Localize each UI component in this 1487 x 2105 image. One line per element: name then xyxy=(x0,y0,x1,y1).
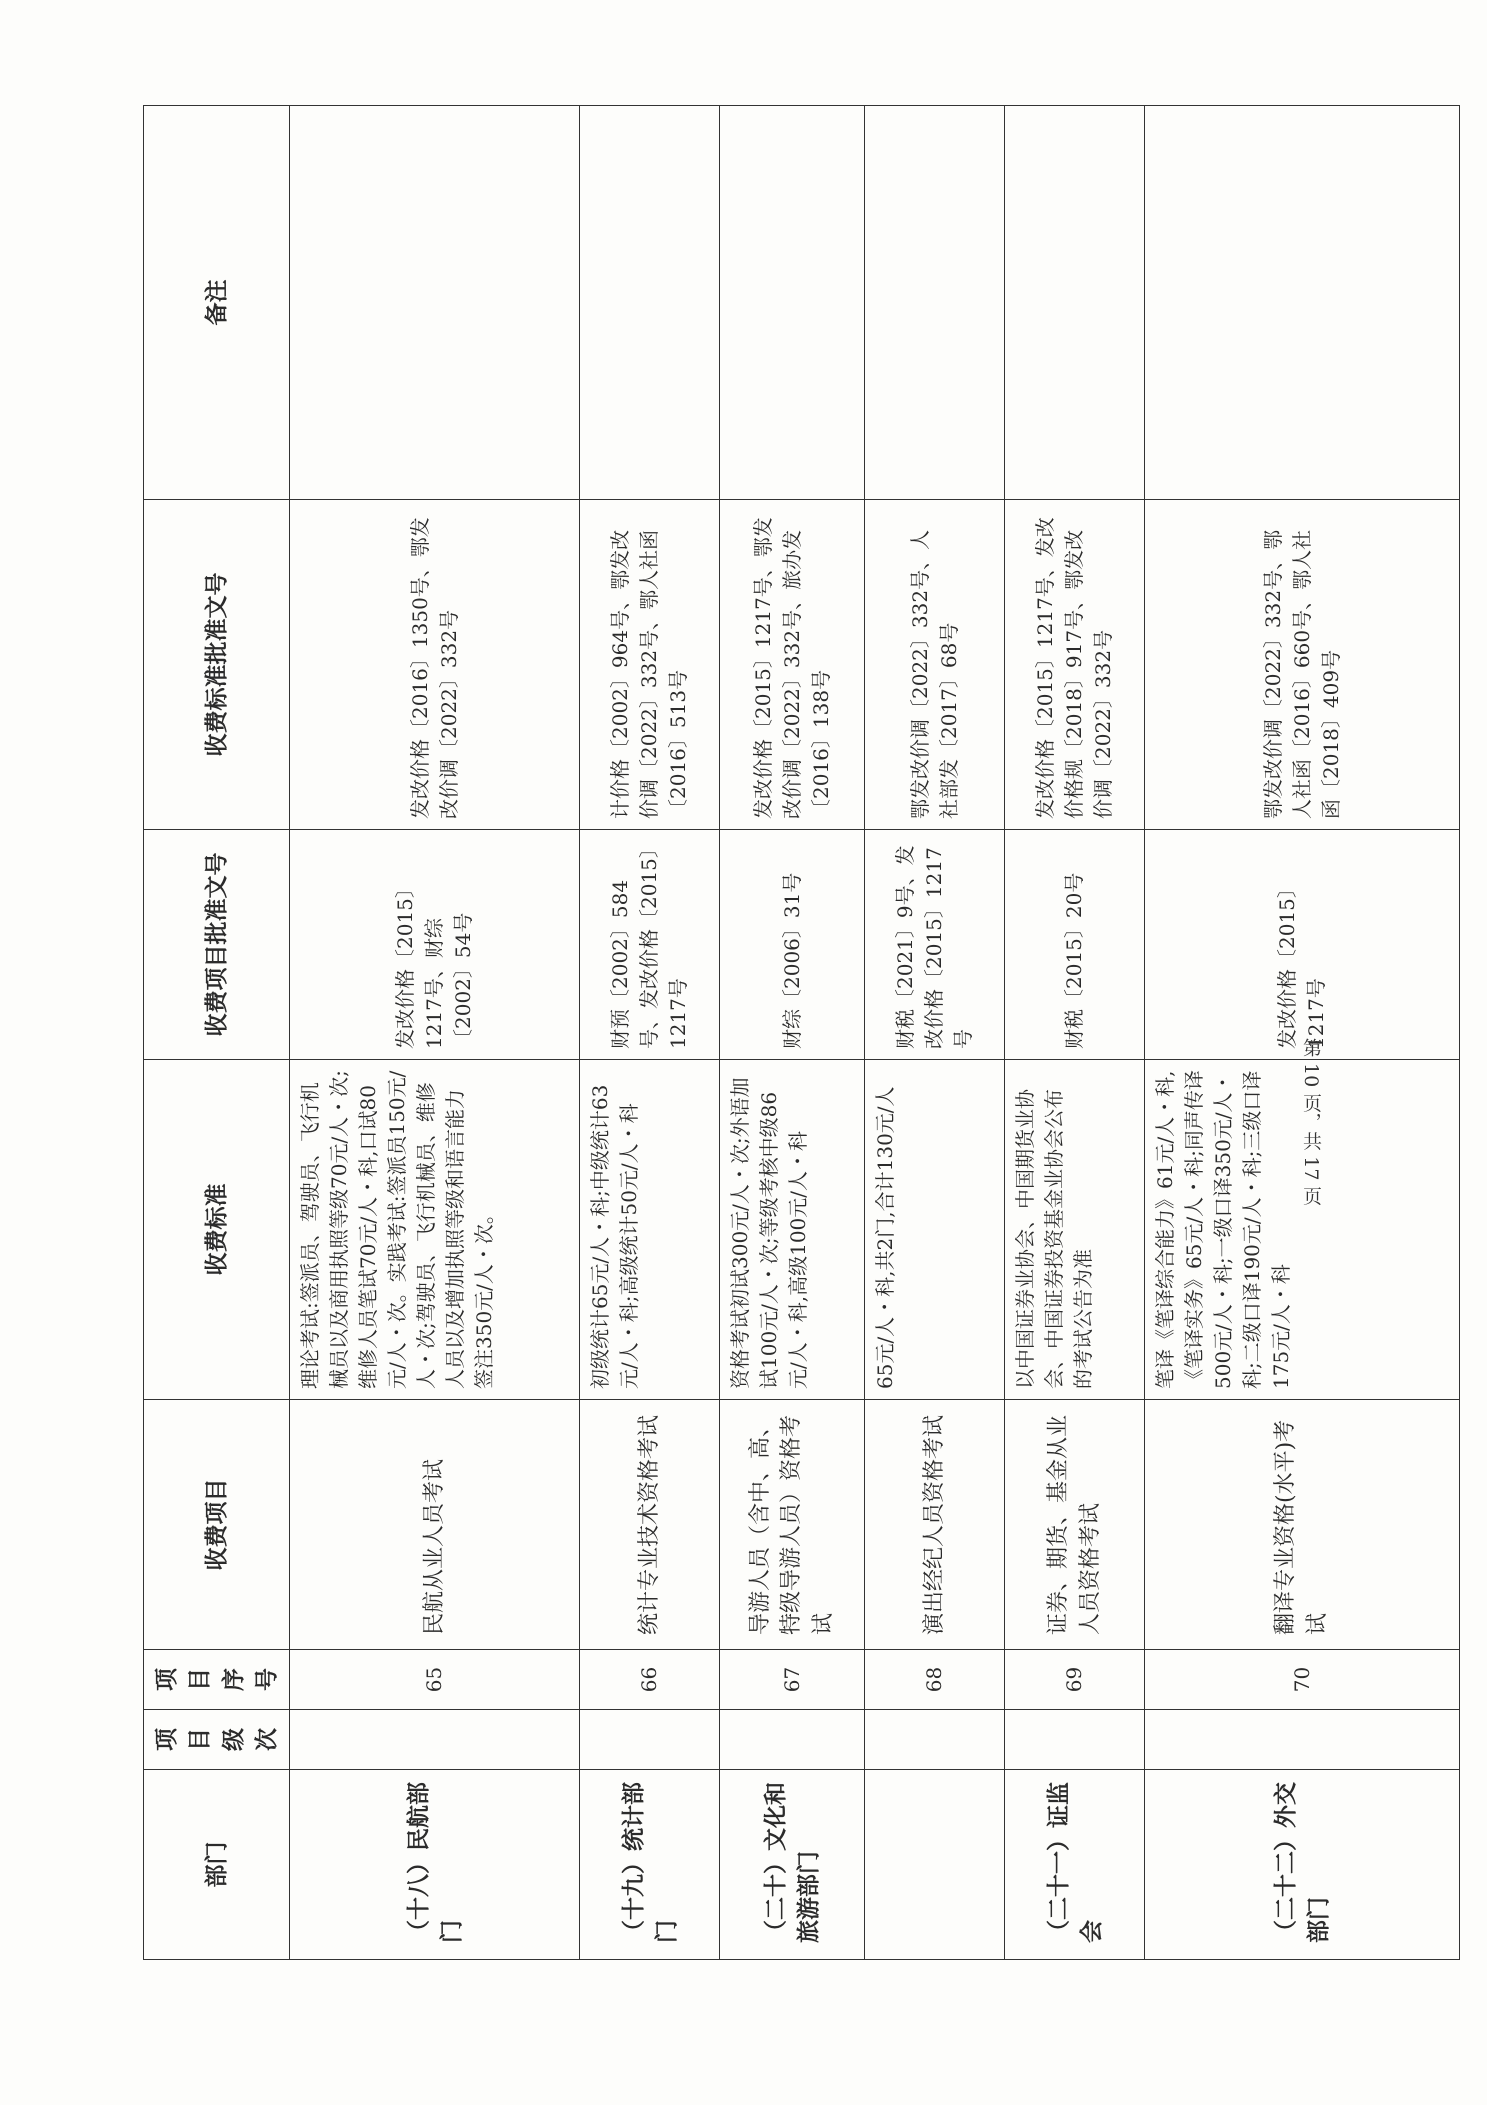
cell-standard-doc: 鄂发改价调〔2022〕332号、人社部发〔2017〕68号 xyxy=(865,500,1005,830)
cell-dept: （二十二）外交部门 xyxy=(1145,1770,1460,1960)
cell-item: 演出经纪人员资格考试 xyxy=(865,1400,1005,1650)
cell-level xyxy=(580,1710,720,1770)
table-row xyxy=(1145,106,1460,1960)
cell-dept: （二十一）证监会 xyxy=(1005,1770,1145,1960)
cell-item: 统计专业技术资格考试 xyxy=(580,1400,720,1650)
cell-standard: 笔译《笔译综合能力》61元/人・科,《笔译实务》65元/人・科;同声传译500元/人・科;一级口译350元/人・科;二级口译190元/人・科;三级口译175元/人・科 xyxy=(1145,1060,1460,1400)
table-row xyxy=(580,106,720,1960)
cell-item-doc: 财综〔2006〕31号 xyxy=(720,830,865,1060)
cell-note xyxy=(580,106,720,500)
cell-dept xyxy=(865,1770,1005,1960)
cell-item: 民航从业人员考试 xyxy=(290,1400,580,1650)
cell-standard: 理论考试:签派员、驾驶员、飞行机械员以及商用执照等级70元/人・次;维修人员笔试70元/人・科,口试80元/人・次。实践考试:签派员150元/人・次;驾驶员、飞行机械员、维修人员以及增加执照等级和语言能力签注350元/人・次。 xyxy=(290,1060,580,1400)
cell-note xyxy=(290,106,580,500)
header-item: 收费项目 xyxy=(144,1400,290,1650)
cell-seq: 70 xyxy=(1145,1650,1460,1710)
table-row xyxy=(290,106,580,1960)
table-row xyxy=(720,106,865,1960)
page-footer: 第 10 页，共 17 页 xyxy=(1300,1038,1322,1206)
cell-seq: 66 xyxy=(580,1650,720,1710)
cell-seq: 69 xyxy=(1005,1650,1145,1710)
header-standard-doc: 收费标准批准文号 xyxy=(144,500,290,830)
cell-note xyxy=(1005,106,1145,500)
cell-item-doc: 发改价格〔2015〕1217号、财综〔2002〕54号 xyxy=(290,830,580,1060)
cell-item-doc: 财税〔2015〕20号 xyxy=(1005,830,1145,1060)
table-row xyxy=(865,106,1005,1960)
header-note: 备注 xyxy=(144,106,290,500)
cell-item-doc: 财税〔2021〕9号、发改价格〔2015〕1217号 xyxy=(865,830,1005,1060)
cell-item-doc: 财预〔2002〕584号、发改价格〔2015〕1217号 xyxy=(580,830,720,1060)
header-standard: 收费标准 xyxy=(144,1060,290,1400)
cell-standard: 以中国证券业协会、中国期货业协会、中国证券投资基金业协会公布的考试公告为准 xyxy=(1005,1060,1145,1400)
cell-level xyxy=(720,1710,865,1770)
cell-note xyxy=(720,106,865,500)
cell-level xyxy=(1005,1710,1145,1770)
cell-seq: 68 xyxy=(865,1650,1005,1710)
cell-note xyxy=(1145,106,1460,500)
header-seq: 项目序号 xyxy=(144,1650,290,1710)
cell-standard-doc: 发改价格〔2015〕1217号、鄂发改价调〔2022〕332号、旅办发〔2016〕138号 xyxy=(720,500,865,830)
cell-standard-doc: 发改价格〔2015〕1217号、发改价格规〔2018〕917号、鄂发改价调〔2022〕332号 xyxy=(1005,500,1145,830)
cell-standard: 初级统计65元/人・科;中级统计63元/人・科;高级统计50元/人・科 xyxy=(580,1060,720,1400)
cell-dept: （十八）民航部门 xyxy=(290,1770,580,1960)
header-row xyxy=(144,106,290,1960)
cell-level xyxy=(1145,1710,1460,1770)
fee-table xyxy=(143,105,1460,1960)
cell-seq: 65 xyxy=(290,1650,580,1710)
cell-item-doc: 发改价格〔2015〕1217号 xyxy=(1145,830,1460,1060)
cell-level xyxy=(290,1710,580,1770)
cell-standard: 资格考试初试300元/人・次;外语加试100元/人・次;等级考核中级86元/人・科,高级100元/人・科 xyxy=(720,1060,865,1400)
cell-standard: 65元/人・科,共2门,合计130元/人 xyxy=(865,1060,1005,1400)
cell-seq: 67 xyxy=(720,1650,865,1710)
cell-dept: （十九）统计部门 xyxy=(580,1770,720,1960)
header-item-doc: 收费项目批准文号 xyxy=(144,830,290,1060)
cell-item: 翻译专业资格(水平)考试 xyxy=(1145,1400,1460,1650)
table-row xyxy=(1005,106,1145,1960)
cell-note xyxy=(865,106,1005,500)
rotated-page xyxy=(143,106,1365,1960)
cell-standard-doc: 鄂发改价调〔2022〕332号、鄂人社函〔2016〕660号、鄂人社函〔2018〕409号 xyxy=(1145,500,1460,830)
cell-level xyxy=(865,1710,1005,1770)
cell-standard-doc: 计价格〔2002〕964号、鄂发改价调〔2022〕332号、鄂人社函〔2016〕513号 xyxy=(580,500,720,830)
cell-item: 证券、期货、基金从业人员资格考试 xyxy=(1005,1400,1145,1650)
header-level: 项目级次 xyxy=(144,1710,290,1770)
cell-standard-doc: 发改价格〔2016〕1350号、鄂发改价调〔2022〕332号 xyxy=(290,500,580,830)
cell-item: 导游人员（含中、高、特级导游人员）资格考试 xyxy=(720,1400,865,1650)
cell-dept: （二十）文化和旅游部门 xyxy=(720,1770,865,1960)
header-dept: 部门 xyxy=(144,1770,290,1960)
